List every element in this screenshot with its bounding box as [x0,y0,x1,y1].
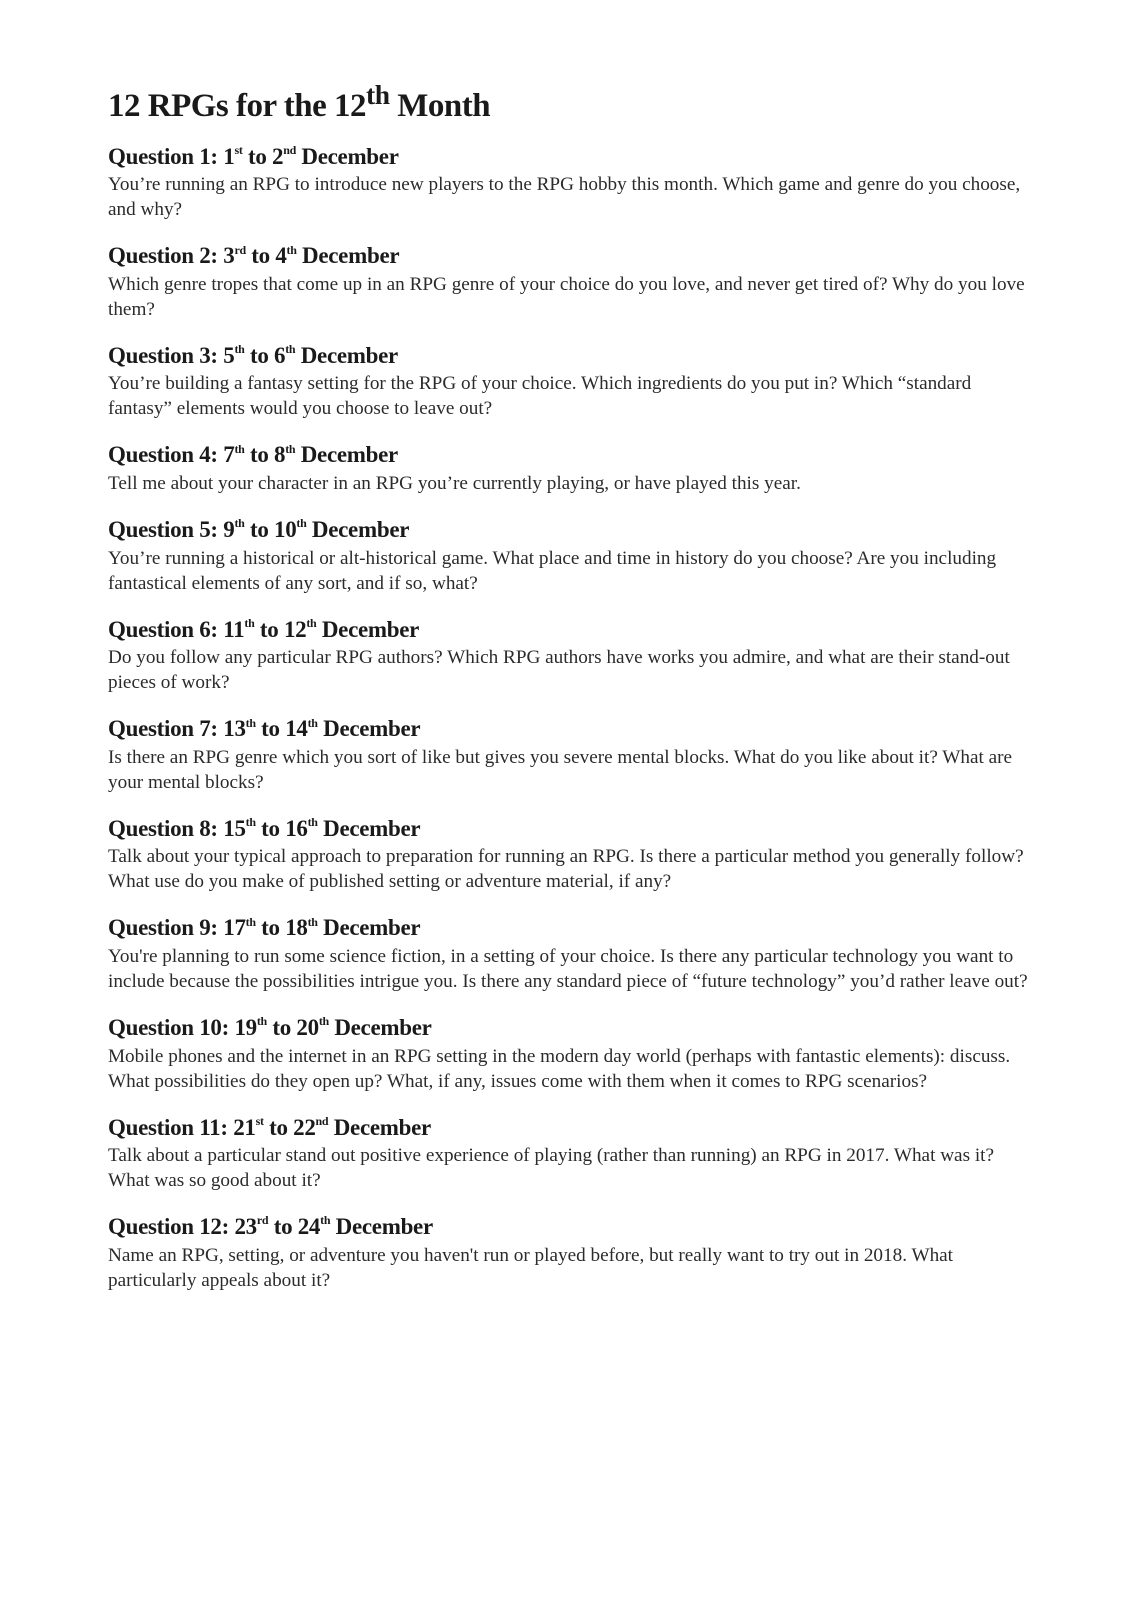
month-name: December [317,915,421,941]
question-label: Question 5: [108,516,224,542]
end-day: 6 [274,342,286,368]
month-name: December [317,815,421,841]
month-name: December [295,342,398,368]
end-day-suffix: th [307,815,318,830]
month-name: December [295,143,399,169]
end-day: 4 [275,243,287,269]
start-day-suffix: th [256,1014,267,1029]
question-heading [108,1014,1038,1042]
start-day-suffix: th [234,516,245,531]
start-day-suffix: rd [256,1213,269,1228]
question-item [108,516,1038,596]
document-page [108,78,1038,1313]
question-heading [108,242,1038,270]
question-label: Question 6: [108,616,224,642]
end-day-suffix: nd [283,142,296,157]
question-text: Talk about your typical approach to preparation for running an RPG. Is there a particular method you generally follow? What use do you make of published setting or adventure material, if any? [108,846,1024,893]
question-text: Tell me about your character in an RPG you’re currently playing, or have played this year. [108,472,801,494]
question-item [108,441,1038,496]
start-day-suffix: th [244,615,255,630]
question-heading [108,914,1038,942]
month-name: December [330,1214,433,1240]
question-label: Question 10: [108,1014,235,1040]
date-separator: to [245,243,276,269]
date-separator: to [263,1114,294,1140]
start-day: 1 [223,143,235,169]
end-day: 10 [274,516,297,542]
end-day: 24 [297,1214,321,1240]
start-day-suffix: st [255,1113,264,1128]
question-item [108,143,1038,223]
start-day-suffix: th [245,815,256,830]
month-name: December [328,1114,431,1140]
start-day: 13 [223,716,246,742]
page-title [108,78,1038,127]
end-day: 14 [285,716,308,742]
question-text: You’re running an RPG to introduce new players to the RPG hobby this month. Which game and genre do you choose, and why? [108,174,1021,221]
question-text: Talk about a particular stand out positive experience of playing (rather than running) an RPG in 2017. What was it? What was so good about it? [108,1145,995,1192]
question-item [108,342,1038,422]
month-name: December [328,1014,432,1040]
end-day: 8 [274,442,286,468]
title-superscript: th [366,79,390,110]
start-day: 11 [223,616,245,642]
question-text: Mobile phones and the internet in an RPG setting in the modern day world (perhaps with fantastic elements): discuss. What possibilities do they open up? What, if any, issues come with them when it comes to RPG scenarios? [108,1045,1011,1092]
question-text: You’re running a historical or alt-historical game. What place and time in history do you choose? Are you including fantastical elements of any sort, and if so, what? [108,547,997,594]
question-label: Question 7: [108,716,224,742]
end-day-suffix: th [320,1213,331,1228]
start-day: 3 [223,243,235,269]
date-separator: to [255,915,286,941]
month-name: December [295,442,398,468]
question-text: Name an RPG, setting, or adventure you haven't run or played before, but really want to try out in 2018. What particularly appeals about it? [108,1244,954,1291]
start-day: 21 [233,1114,256,1140]
month-name: December [316,616,420,642]
start-day: 23 [234,1214,257,1240]
end-day-suffix: th [307,914,318,929]
start-day: 9 [223,516,235,542]
question-heading [108,1213,1038,1241]
question-heading [108,815,1038,843]
start-day-suffix: th [245,914,256,929]
question-heading [108,441,1038,469]
date-separator: to [244,342,274,368]
start-day-suffix: th [234,342,245,357]
question-item [108,1213,1038,1293]
question-item [108,1114,1038,1194]
start-day-suffix: th [245,715,256,730]
end-day-suffix: th [285,342,296,357]
end-day: 18 [285,915,308,941]
end-day-suffix: nd [315,1113,329,1128]
start-day: 15 [223,815,246,841]
question-text: You’re building a fantasy setting for the RPG of your choice. Which ingredients do you put in? Which “standard fantasy” elements would you choose to leave out? [108,373,972,420]
date-separator: to [254,616,284,642]
end-day-suffix: th [296,516,307,531]
question-item [108,715,1038,795]
date-separator: to [242,143,272,169]
question-text: Is there an RPG genre which you sort of like but gives you severe mental blocks. What do you like about it? What are your mental blocks? [108,746,1013,793]
title-text: 12 RPGs for the 12 [108,88,367,124]
question-label: Question 8: [108,815,224,841]
date-separator: to [244,516,274,542]
question-label: Question 1: [108,143,224,169]
question-heading [108,516,1038,544]
date-separator: to [255,716,286,742]
date-separator: to [266,1014,297,1040]
title-text-end: Month [389,88,491,124]
start-day-suffix: st [234,142,243,157]
question-list [108,143,1038,1293]
question-label: Question 9: [108,915,224,941]
start-day-suffix: th [234,441,245,456]
question-item [108,1014,1038,1094]
end-day: 20 [296,1014,319,1040]
question-item [108,242,1038,322]
question-label: Question 11: [108,1114,234,1140]
end-day-suffix: th [318,1014,329,1029]
question-label: Question 3: [108,342,224,368]
question-heading [108,143,1038,171]
start-day: 5 [223,342,235,368]
date-separator: to [268,1214,298,1240]
end-day-suffix: th [285,441,296,456]
date-separator: to [244,442,274,468]
question-item [108,914,1038,994]
end-day: 22 [293,1114,316,1140]
date-separator: to [255,815,286,841]
end-day: 2 [272,143,284,169]
start-day: 19 [234,1014,257,1040]
end-day: 12 [283,616,307,642]
month-name: December [317,716,421,742]
question-item [108,815,1038,895]
month-name: December [296,243,400,269]
question-heading [108,616,1038,644]
question-heading [108,715,1038,743]
question-item [108,616,1038,696]
question-label: Question 12: [108,1214,235,1240]
end-day-suffix: th [286,242,297,257]
question-heading [108,342,1038,370]
month-name: December [306,516,410,542]
start-day-suffix: rd [234,242,246,257]
question-text: Which genre tropes that come up in an RPG genre of your choice do you love, and never get tired of? Why do you love them? [108,273,1025,320]
question-heading [108,1114,1038,1142]
question-label: Question 2: [108,243,224,269]
end-day: 16 [285,815,308,841]
question-text: Do you follow any particular RPG authors? Which RPG authors have works you admire, and what are their stand-out pieces of work? [108,647,1010,694]
start-day: 17 [223,915,246,941]
start-day: 7 [223,442,235,468]
question-text: You're planning to run some science fiction, in a setting of your choice. Is there any particular technology you want to include because the possibilities intrigue you. Is there any standard piece of “future technology” you’d rather leave out? [108,945,1028,992]
question-label: Question 4: [108,442,224,468]
end-day-suffix: th [306,615,317,630]
end-day-suffix: th [307,715,318,730]
